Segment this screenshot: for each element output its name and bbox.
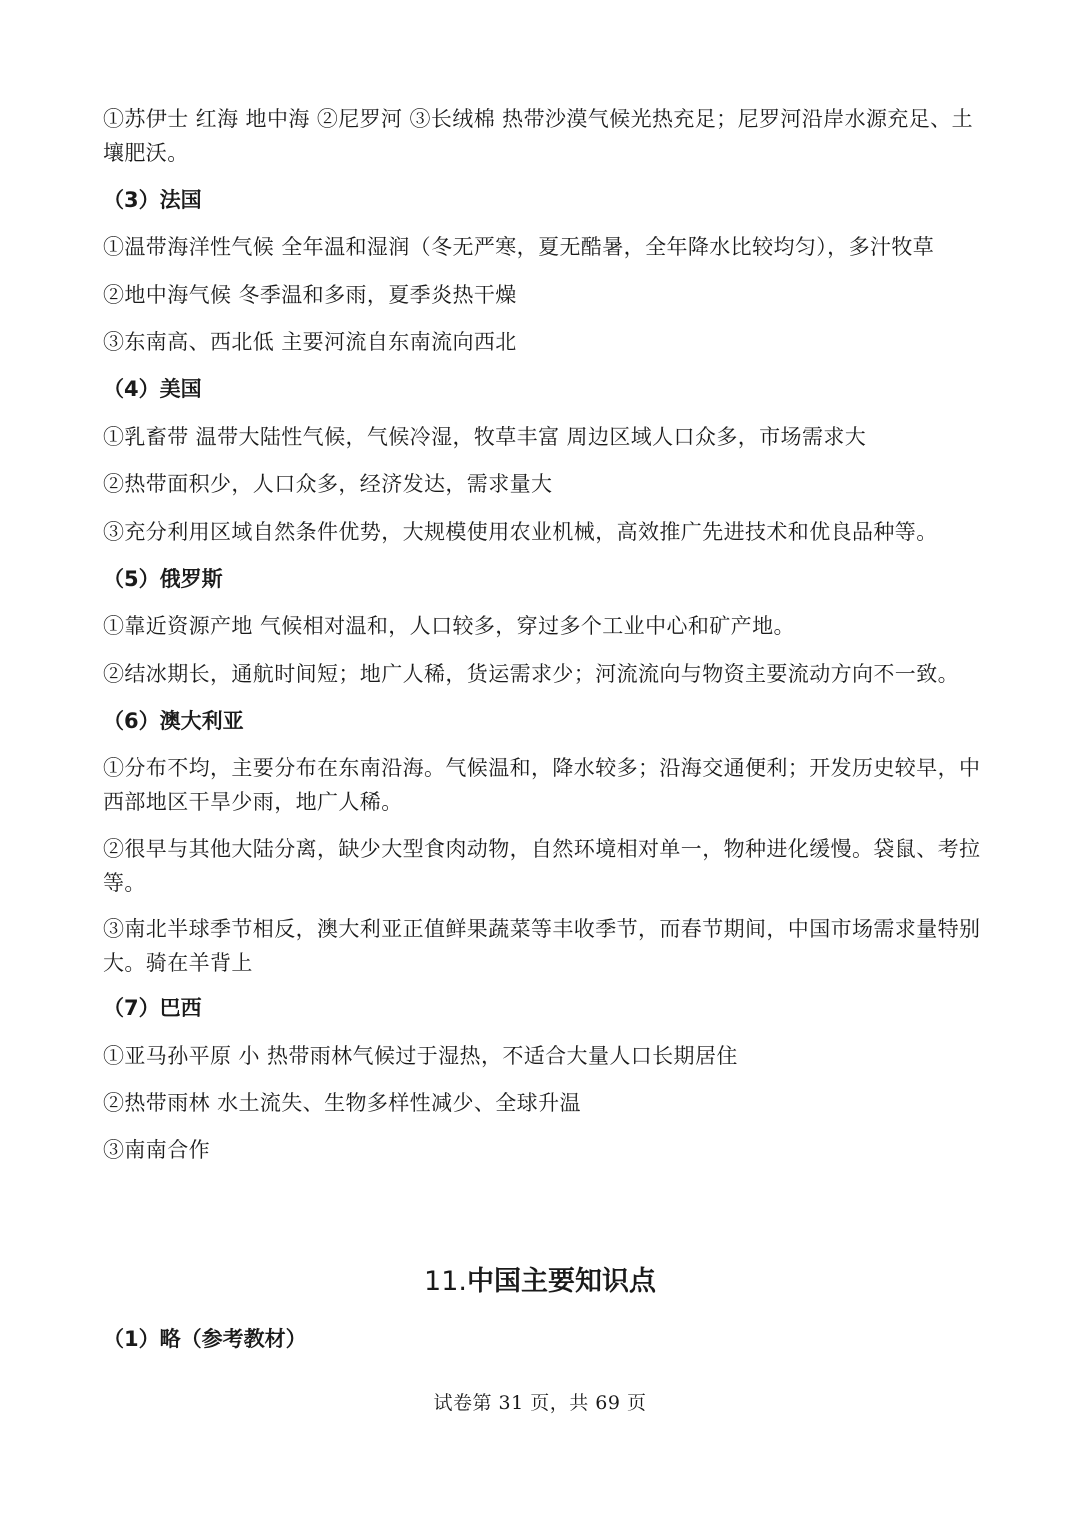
- section-title: [0, 1262, 1080, 1302]
- paragraph-brazil-1: ①亚马孙平原 小 热带雨林气候过于湿热，不适合大量人口长期居住: [103, 1044, 738, 1068]
- paragraph-brazil-2: ②热带雨林 水土流失、生物多样性减少、全球升温: [103, 1091, 581, 1115]
- paragraph-australia-3: ③南北半球季节相反，澳大利亚正值鲜果蔬菜等丰收季节，而春节期间，中国市场需求量特别大。骑在羊背上: [103, 917, 981, 975]
- heading-australia: （6）澳大利亚: [103, 709, 244, 733]
- paragraph-usa-3: ③充分利用区域自然条件优势，大规模使用农业机械，高效推广先进技术和优良品种等。: [103, 520, 938, 544]
- heading-brazil: （7）巴西: [103, 996, 202, 1020]
- heading-russia: （5）俄罗斯: [103, 567, 223, 591]
- paragraph-russia-2: ②结冰期长，通航时间短；地广人稀，货运需求少；河流流向与物资主要流动方向不一致。: [103, 662, 959, 686]
- paragraph-brazil-3: ③南南合作: [103, 1138, 210, 1162]
- page-footer: 试卷第 31 页，共 69 页: [433, 1392, 647, 1414]
- section-number: 11.: [424, 1266, 467, 1297]
- paragraph-france-3: ③东南高、西北低 主要河流自东南流向西北: [103, 330, 517, 354]
- paragraph-usa-1: ①乳畜带 温带大陆性气候，气候冷湿，牧草丰富 周边区域人口众多，市场需求大: [103, 425, 867, 449]
- paragraph-usa-2: ②热带面积少，人口众多，经济发达，需求量大: [103, 472, 553, 496]
- paragraph-australia-1: ①分布不均，主要分布在东南沿海。气候温和，降水较多；沿海交通便利；开发历史较早，中西部地区干旱少雨，地广人稀。: [103, 756, 981, 814]
- paragraph-russia-1: ①靠近资源产地 气候相对温和，人口较多，穿过多个工业中心和矿产地。: [103, 614, 795, 638]
- paragraph-egypt-1: ①苏伊士 红海 地中海 ②尼罗河 ③长绒棉 热带沙漠气候光热充足；尼罗河沿岸水源充足、土壤肥沃。: [103, 107, 973, 165]
- paragraph-france-2: ②地中海气候 冬季温和多雨，夏季炎热干燥: [103, 283, 517, 307]
- paragraph-australia-2: ②很早与其他大陆分离，缺少大型食肉动物，自然环境相对单一，物种进化缓慢。袋鼠、考拉等。: [103, 837, 981, 895]
- heading-usa: （4）美国: [103, 377, 202, 401]
- paragraph-france-1: ①温带海洋性气候 全年温和湿润（冬无严寒，夏无酷暑，全年降水比较均匀），多汁牧草: [103, 235, 935, 259]
- heading-france: （3）法国: [103, 188, 202, 212]
- heading-china-1: （1）略（参考教材）: [103, 1327, 307, 1351]
- section-title-text: 中国主要知识点: [466, 1266, 656, 1297]
